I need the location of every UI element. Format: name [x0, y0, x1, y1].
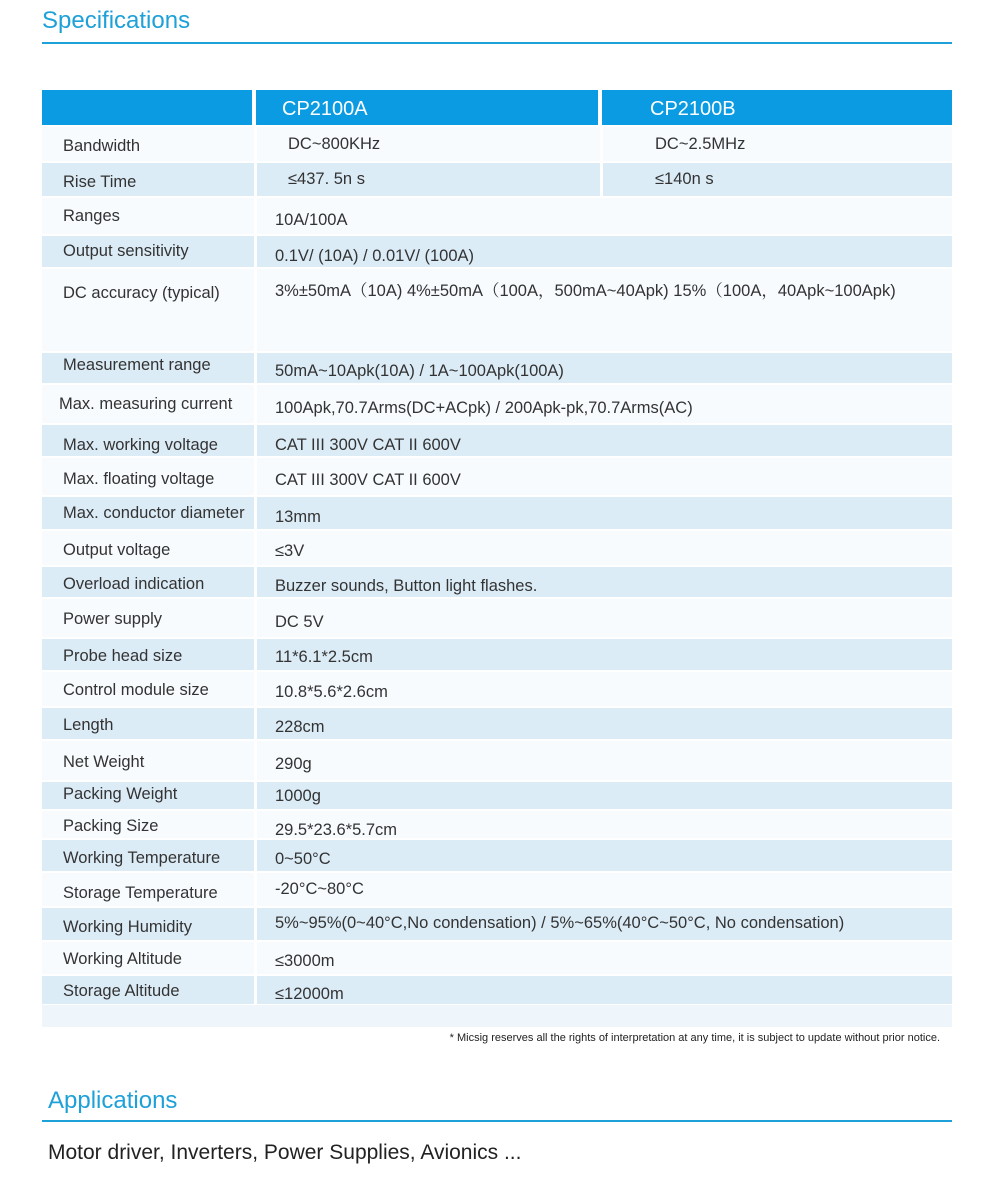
table-row-max-conductor-diameter: [42, 497, 952, 529]
row-value: 100Apk,70.7Arms(DC+ACpk) / 200Apk-pk,70.7Arms(AC): [275, 399, 693, 417]
column-divider: [254, 425, 257, 456]
row-label: Overload indication: [63, 575, 205, 593]
row-value-cp2100b: ≤140n s: [655, 170, 714, 188]
row-value: ≤3V: [275, 542, 305, 560]
row-value-cp2100a: ≤437. 5n s: [288, 170, 365, 188]
row-label: Max. working voltage: [63, 436, 218, 454]
row-value: 0.1V/ (10A) / 0.01V/ (100A): [275, 247, 475, 265]
applications-text: Motor driver, Inverters, Power Supplies, Avionics ...: [48, 1141, 522, 1164]
row-label: Max. measuring current: [59, 395, 233, 413]
row-value: 3%±50mA（10A) 4%±50mA（100A，500mA~40Apk) 15%（100A，40Apk~100Apk): [275, 282, 896, 300]
column-divider: [600, 127, 603, 161]
table-row-output-voltage: [42, 531, 952, 565]
table-row-length: [42, 708, 952, 739]
row-label: Max. floating voltage: [63, 470, 215, 488]
table-row-max-working-voltage: [42, 425, 952, 456]
row-label: Bandwidth: [63, 137, 141, 155]
table-row-max-measuring-current: [42, 385, 952, 423]
table-header: [42, 90, 952, 125]
column-divider: [254, 942, 257, 974]
column-divider: [254, 811, 257, 838]
row-label: Storage Altitude: [63, 982, 180, 1000]
header-divider: [252, 90, 256, 125]
row-label: Power supply: [63, 610, 163, 628]
column-divider: [254, 198, 257, 234]
row-value: Buzzer sounds, Button light flashes.: [275, 577, 538, 595]
row-value: -20°C~80°C: [275, 880, 364, 898]
table-row-max-floating-voltage: [42, 458, 952, 495]
table-row-packing-size: [42, 811, 952, 838]
column-divider: [254, 672, 257, 706]
table-row-rise-time: [42, 163, 952, 196]
table-row-storage-altitude: [42, 976, 952, 1004]
table-row-bandwidth: [42, 127, 952, 161]
column-divider: [254, 458, 257, 495]
table-row-working-humidity: [42, 908, 952, 940]
row-value: ≤12000m: [275, 985, 344, 1003]
column-divider: [254, 353, 257, 383]
row-value: 29.5*23.6*5.7cm: [275, 821, 398, 839]
specifications-title: Specifications: [42, 7, 191, 34]
row-label: Packing Size: [63, 817, 159, 835]
row-value: 10.8*5.6*2.6cm: [275, 683, 388, 701]
table-row-output-sensitivity: [42, 236, 952, 267]
row-value-cp2100a: DC~800KHz: [288, 135, 381, 153]
row-label: Working Humidity: [63, 918, 192, 936]
column-divider: [254, 599, 257, 637]
column-divider: [254, 708, 257, 739]
table-row-measurement-range: [42, 353, 952, 383]
row-label: Max. conductor diameter: [63, 504, 245, 522]
column-divider: [254, 741, 257, 780]
applications-title: Applications: [48, 1087, 178, 1114]
row-value: 11*6.1*2.5cm: [275, 648, 373, 666]
row-label: Storage Temperature: [63, 884, 218, 902]
row-value: ≤3000m: [275, 952, 335, 970]
row-value-cp2100b: DC~2.5MHz: [655, 135, 746, 153]
column-divider: [254, 236, 257, 267]
table-row-storage-temperature: [42, 873, 952, 906]
row-value: 5%~95%(0~40°C,No condensation) / 5%~65%(40°C~50°C, No condensation): [275, 914, 845, 932]
row-value: 50mA~10Apk(10A) / 1A~100Apk(100A): [275, 362, 564, 380]
column-divider: [254, 269, 257, 351]
row-value: 10A/100A: [275, 211, 348, 229]
row-label: Control module size: [63, 681, 209, 699]
column-divider: [254, 782, 257, 809]
row-label: Measurement range: [63, 356, 211, 374]
row-value: CAT III 300V CAT II 600V: [275, 436, 461, 454]
row-label: Length: [63, 716, 114, 734]
table-row-overload-indication: [42, 567, 952, 597]
row-label: Output voltage: [63, 541, 171, 559]
column-divider: [254, 163, 257, 196]
column-divider: [254, 385, 257, 423]
table-row-packing-weight: [42, 782, 952, 809]
row-label: Working Temperature: [63, 849, 221, 867]
row-label: Rise Time: [63, 173, 137, 191]
column-divider: [254, 567, 257, 597]
row-value: 13mm: [275, 508, 321, 526]
table-row-power-supply: [42, 599, 952, 637]
row-label: Probe head size: [63, 647, 183, 665]
table-row-working-altitude: [42, 942, 952, 974]
row-label: DC accuracy (typical): [63, 284, 220, 302]
disclaimer-note: * Micsig reserves all the rights of interpretation at any time, it is subject to update without prior notice.: [449, 1032, 940, 1044]
applications-rule: [42, 1120, 952, 1122]
row-value: 1000g: [275, 787, 321, 805]
row-label: Ranges: [63, 207, 120, 225]
column-header-cp2100a: CP2100A: [282, 98, 368, 120]
column-divider: [600, 163, 603, 196]
row-label: Working Altitude: [63, 950, 182, 968]
table-footer: [42, 1005, 952, 1027]
column-divider: [254, 639, 257, 670]
specifications-rule: [42, 42, 952, 44]
column-divider: [254, 873, 257, 906]
table-row-net-weight: [42, 741, 952, 780]
table-row-dc-accuracy: [42, 269, 952, 351]
column-divider: [254, 497, 257, 529]
table-row-probe-head-size: [42, 639, 952, 670]
table-row-ranges: [42, 198, 952, 234]
table-row-working-temperature: [42, 840, 952, 871]
column-divider: [254, 908, 257, 940]
column-divider: [254, 976, 257, 1004]
row-value: CAT III 300V CAT II 600V: [275, 471, 461, 489]
row-label: Output sensitivity: [63, 242, 189, 260]
column-divider: [254, 531, 257, 565]
column-header-cp2100b: CP2100B: [650, 98, 736, 120]
column-divider: [254, 127, 257, 161]
row-label: Net Weight: [63, 753, 145, 771]
row-value: DC 5V: [275, 613, 324, 631]
table-row-control-module-size: [42, 672, 952, 706]
row-label: Packing Weight: [63, 785, 178, 803]
row-value: 228cm: [275, 718, 325, 736]
row-value: 0~50°C: [275, 850, 331, 868]
row-value: 290g: [275, 755, 312, 773]
header-divider: [598, 90, 602, 125]
column-divider: [254, 840, 257, 871]
